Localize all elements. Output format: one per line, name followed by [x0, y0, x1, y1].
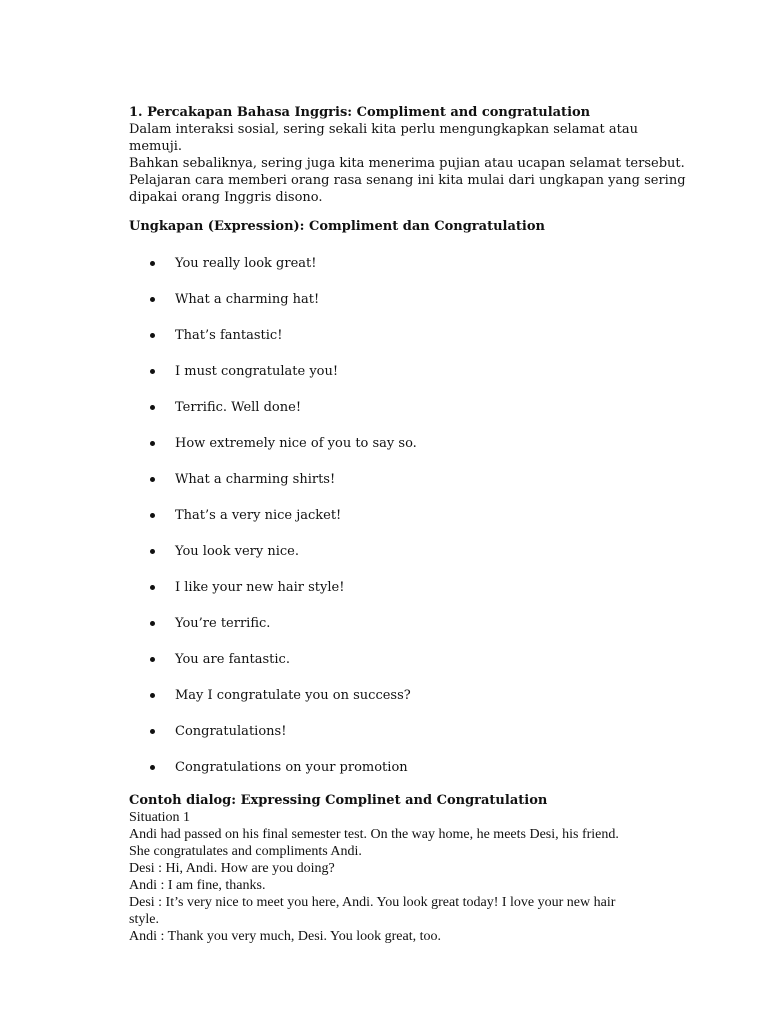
bullet-icon: [150, 441, 155, 446]
bullet-icon: [150, 549, 155, 554]
bullet-icon: [150, 729, 155, 734]
dialog-line: Andi : I am fine, thanks.: [129, 878, 266, 893]
dialog-line: Situation 1: [129, 810, 191, 825]
list-item: Congratulations!: [129, 723, 689, 740]
intro-line: dipakai orang Inggris disono.: [129, 190, 323, 205]
dialog-line: Andi had passed on his final semester test. On the way home, he meets Desi, his friend.: [129, 827, 619, 842]
dialog-line: Andi : Thank you very much, Desi. You look great, too.: [129, 929, 441, 944]
intro-line: Dalam interaksi sosial, sering sekali kita perlu mengungkapkan selamat atau memuji.: [129, 122, 638, 154]
dialog-line: She congratulates and compliments Andi.: [129, 844, 362, 859]
bullet-icon: [150, 405, 155, 410]
expressions-title: Ungkapan (Expression): Compliment dan Congratulation: [129, 219, 545, 234]
bullet-icon: [150, 693, 155, 698]
dialog-line: Desi : It’s very nice to meet you here, Andi. You look great today! I love your new hair: [129, 895, 616, 910]
list-item: That’s fantastic!: [129, 327, 689, 344]
list-item: You look very nice.: [129, 543, 689, 560]
bullet-icon: [150, 513, 155, 518]
dialog-title: Contoh dialog: Expressing Complinet and Congratulation: [129, 793, 548, 808]
list-item: How extremely nice of you to say so.: [129, 435, 689, 452]
dialog-line: Desi : Hi, Andi. How are you doing?: [129, 861, 335, 876]
list-item: You are fantastic.: [129, 651, 689, 668]
section-title: 1. Percakapan Bahasa Inggris: Compliment and congratulation: [129, 105, 591, 120]
bullet-icon: [150, 765, 155, 770]
bullet-icon: [150, 477, 155, 482]
list-item: You really look great!: [129, 255, 689, 272]
list-item: You’re terrific.: [129, 615, 689, 632]
list-item: Terrific. Well done!: [129, 399, 689, 416]
bullet-icon: [150, 261, 155, 266]
bullet-icon: [150, 297, 155, 302]
bullet-icon: [150, 585, 155, 590]
bullet-icon: [150, 657, 155, 662]
list-item: That’s a very nice jacket!: [129, 507, 689, 524]
list-item: Congratulations on your promotion: [129, 759, 689, 776]
intro-line: Pelajaran cara memberi orang rasa senang ini kita mulai dari ungkapan yang sering: [129, 173, 686, 188]
bullet-icon: [150, 333, 155, 338]
bullet-icon: [150, 621, 155, 626]
list-item: I must congratulate you!: [129, 363, 689, 380]
list-item: May I congratulate you on success?: [129, 687, 689, 704]
intro-line: Bahkan sebaliknya, sering juga kita menerima pujian atau ucapan selamat tersebut.: [129, 156, 685, 171]
list-item: What a charming shirts!: [129, 471, 689, 488]
list-item: I like your new hair style!: [129, 579, 689, 596]
document-page: [129, 104, 689, 945]
list-item: What a charming hat!: [129, 291, 689, 308]
dialog-line: style.: [129, 912, 159, 927]
expressions-list: [129, 255, 689, 776]
bullet-icon: [150, 369, 155, 374]
